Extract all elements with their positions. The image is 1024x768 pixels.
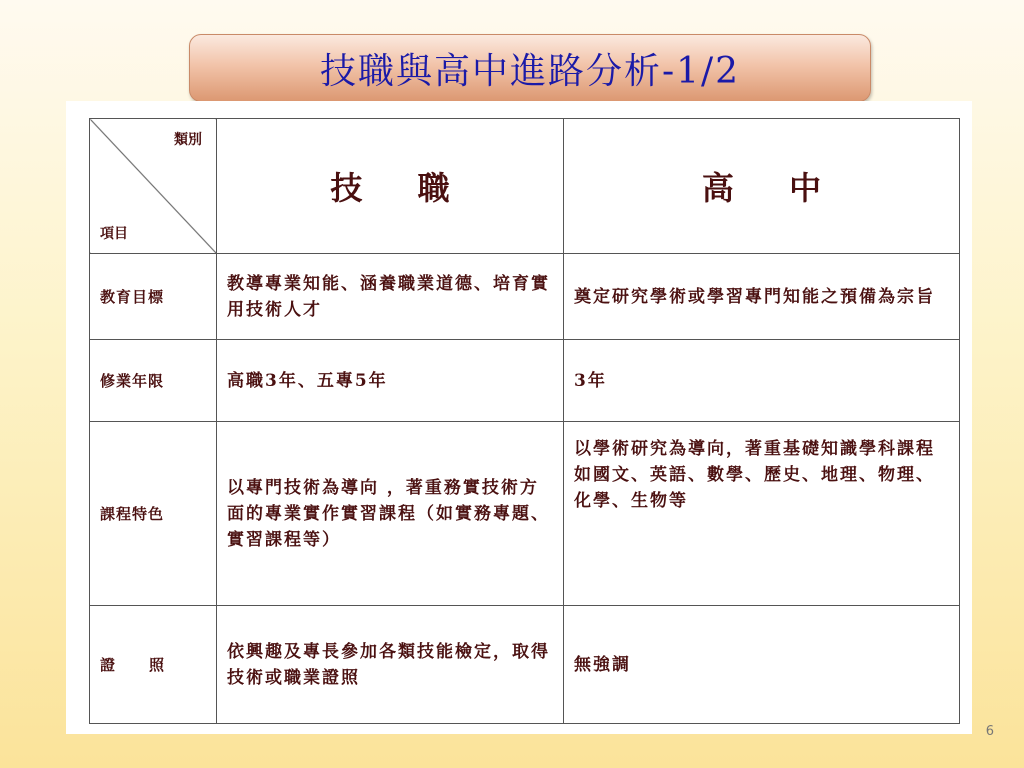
row-label-certificate: 證照 [90,606,217,724]
table-header-row [90,119,960,254]
table-row [90,422,960,606]
table-row [90,606,960,724]
title-banner [189,34,871,102]
table-row [90,254,960,340]
comparison-table [89,118,960,724]
cell-high-school-years: 3年 [564,340,960,422]
cell-vocational-goal: 教導專業知能、涵養職業道德、培育實用技術人才 [217,254,564,340]
cell-high-school-curriculum: 以學術研究為導向，著重基礎知識學科課程如國文、英語、數學、歷史、地理、物理、化學、生物等 [564,422,960,606]
corner-top-label: 類別 [174,132,202,148]
row-label-education-goal: 教育目標 [90,254,217,340]
corner-bottom-label: 項目 [100,226,128,242]
cell-vocational-curriculum: 以專門技術為導向 ，著重務實技術方面的專業實作實習課程（如實務專題、實習課程等） [217,422,564,606]
page-number: 6 [985,724,994,739]
cell-high-school-goal: 奠定研究學術或學習專門知能之預備為宗旨 [564,254,960,340]
slide-title: 技職與高中進路分析-1/2 [319,50,741,92]
header-high-school: 高 中 [564,119,960,254]
row-label-study-years: 修業年限 [90,340,217,422]
cell-vocational-years: 高職3年、五專5年 [217,340,564,422]
cell-high-school-certificate: 無強調 [564,606,960,724]
table-row [90,340,960,422]
table-card [66,101,972,734]
cell-vocational-certificate: 依興趣及專長參加各類技能檢定，取得技術或職業證照 [217,606,564,724]
header-vocational: 技 職 [217,119,564,254]
row-label-curriculum: 課程特色 [90,422,217,606]
corner-cell [90,119,217,254]
